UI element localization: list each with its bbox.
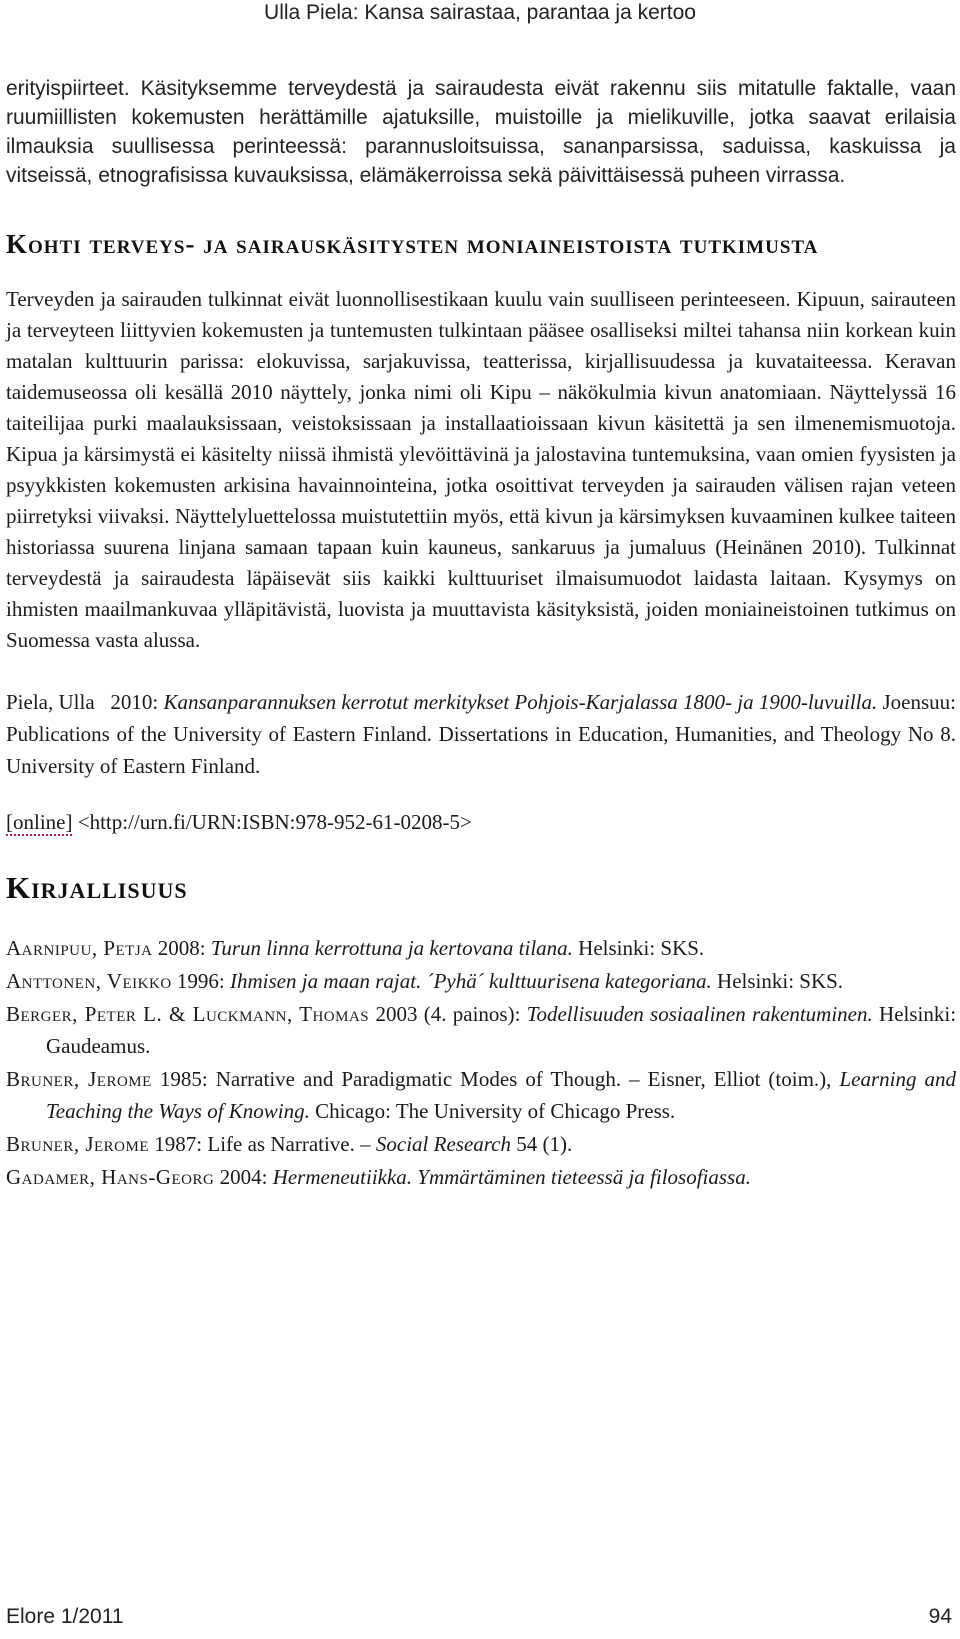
citation-rest: Joensuu: Publications of the University of Eastern Finland. Dissertations in Education, Humanities, and Theology No 8. University of Eastern Finland. — [6, 690, 956, 778]
ref-author: Bruner, Jerome — [6, 1067, 152, 1091]
reference-item — [6, 932, 956, 964]
ref-year: 2003 (4. painos): — [375, 1002, 521, 1026]
ref-year: 2008: — [157, 936, 206, 960]
ref-rest: Chicago: The University of Chicago Press. — [315, 1099, 676, 1123]
ref-title: Todellisuuden sosiaalinen rakentuminen. — [526, 1002, 873, 1026]
ref-title: Turun linna kerrottuna ja kertovana tilana. — [210, 936, 573, 960]
citation-entry — [6, 686, 956, 782]
reference-item — [6, 965, 956, 997]
section-paragraph: Terveyden ja sairauden tulkinnat eivät luonnollisestikaan kuulu vain suulliseen perinteeseen. Kipuun, sairauteen ja terveyteen liittyvien kokemusten ja tuntemusten tulkintaan pääsee osalliseksi miltei tahansa niin korkean kuin matalan kulttuurin parissa: elokuvissa, sarjakuvissa, teatterissa, kirjallisuudessa ja kuvataiteessa. Keravan taidemuseossa oli kesällä 2010 näyttely, jonka nimi oli Kipu – näkökulmia kivun anatomiaan. Näyttelyssä 16 taiteilijaa purki maalauksissaan, veistoksissaan ja installaatioissaan kivun käsitettä ja sen ilmenemismuotoja. Kipua ja kärsimystä ei käsitelty niissä ihmistä ylevöittävinä ja jalostavina tuntemuksina, vaan omien fyysisten ja psyykkisten kokemusten arkisina havainnointeina, jotka osoittivat terveyden ja sairauden välisen rajan veteen piirretyksi viivaksi. Näyttelyluettelossa muistutettiin myös, että kivun ja kärsimyksen kuvaaminen kulkee taiteen historiassa suurena linjana samaan tapaan kuin kauneus, sankaruus ja jumaluus (Heinänen 2010). Tulkinnat terveydestä ja sairaudesta läpäisevät siis kaikki kulttuuriset ilmaisumuodot laidasta laitaan. Kysymys on ihmisten maailmankuvaa ylläpitävistä, luovista ja muuttavista käsityksistä, joiden moniaineistoinen tutkimus on Suomessa vasta alussa. — [6, 287, 956, 652]
page-footer — [0, 1602, 960, 1632]
online-link[interactable]: [online] — [6, 810, 73, 834]
reference-item — [6, 998, 956, 1062]
ref-year: 1996: — [176, 969, 225, 993]
page-number: 94 — [928, 1605, 952, 1628]
section-heading: Kohti terveys- ja sairauskäsitysten moniaineistoista tutkimusta — [6, 229, 819, 259]
ref-author: Berger, Peter L. & Luckmann, Thomas — [6, 1002, 370, 1026]
ref-title: Learning and Teaching the Ways of Knowing. — [46, 1067, 956, 1123]
reference-item — [6, 1161, 956, 1193]
ref-pre: Narrative and Paradigmatic Modes of Though. – Eisner, Elliot (toim.), — [215, 1067, 832, 1091]
citation-online — [6, 806, 956, 838]
ref-year: 1987: — [154, 1132, 203, 1156]
citation-year: 2010: — [110, 690, 159, 714]
reference-item — [6, 1128, 956, 1160]
ref-rest: Helsinki: SKS. — [578, 936, 705, 960]
running-header — [0, 0, 960, 30]
ref-year: 2004: — [219, 1165, 268, 1189]
citation-title: Kansanparannuksen kerrotut merkitykset Pohjois-Karjalassa 1800- ja 1900-luvuilla. — [163, 690, 878, 714]
ref-year: 1985: — [159, 1067, 208, 1091]
ref-rest: Helsinki: SKS. — [717, 969, 844, 993]
reference-list — [6, 932, 956, 1193]
page-content — [6, 74, 956, 1194]
ref-rest: Helsinki: Gaudeamus. — [46, 1002, 957, 1058]
intro-paragraph: erityispiirteet. Käsityksemme terveydestä ja sairaudesta eivät rakennu siis mitatulle faktalle, vaan ruumiillisten kokemusten herättämille ajatuksille, muistoille ja mielikuville, jotka saavat erilaisia ilmauksia suullisessa perinteessä: parannusloitsuissa, sananparsissa, saduissa, kaskuissa ja vitseissä, etnografisissa kuvauksissa, elämäkerroissa sekä päivittäisessä puheen virrassa. — [6, 77, 956, 187]
ref-rest: 54 (1). — [516, 1132, 573, 1156]
ref-title: Ihmisen ja maan rajat. ´Pyhä´ kulttuurisena kategoriana. — [230, 969, 712, 993]
reference-item — [6, 1063, 956, 1127]
ref-title: Hermeneutiikka. Ymmärtäminen tieteessä ja filosofiassa. — [272, 1165, 751, 1189]
journal-issue: Elore 1/2011 — [6, 1605, 124, 1628]
bibliography-heading: Kirjallisuus — [6, 870, 188, 905]
ref-author: Bruner, Jerome — [6, 1132, 150, 1156]
ref-author: Aarnipuu, Petja — [6, 936, 153, 960]
ref-title: Social Research — [375, 1132, 511, 1156]
citation-author: Piela, Ulla — [6, 690, 95, 714]
ref-pre: Life as Narrative. – — [207, 1132, 371, 1156]
online-url[interactable]: <http://urn.fi/URN:ISBN:978-952-61-0208-5> — [77, 810, 472, 834]
ref-author: Anttonen, Veikko — [6, 969, 172, 993]
running-title: Ulla Piela: Kansa sairastaa, parantaa ja kertoo — [264, 1, 696, 24]
ref-author: Gadamer, Hans-Georg — [6, 1165, 215, 1189]
